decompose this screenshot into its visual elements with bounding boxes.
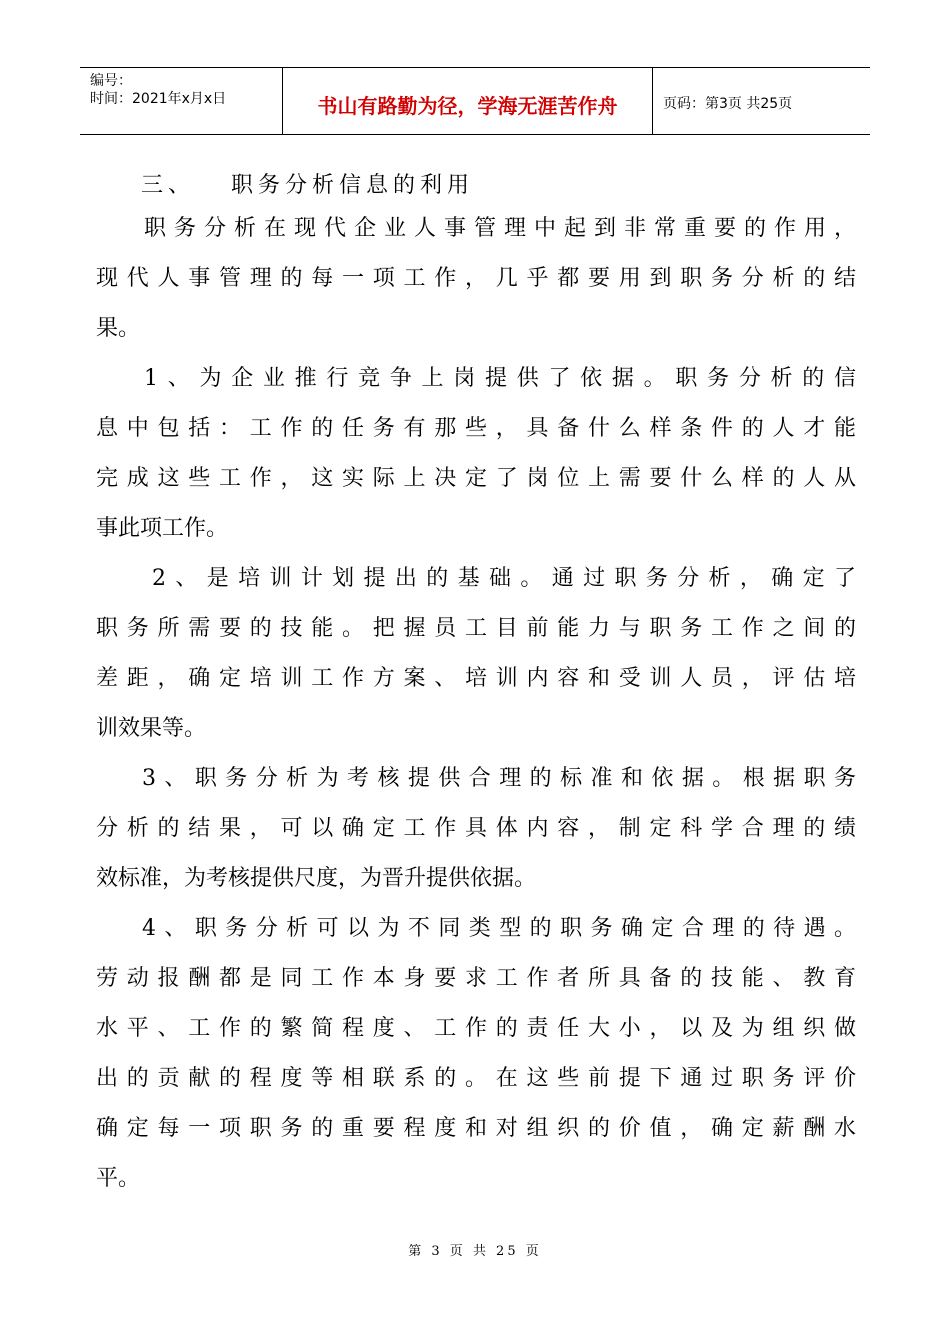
paragraph xyxy=(96,904,856,1204)
header-meta xyxy=(80,68,283,134)
paragraph-list xyxy=(96,204,856,1204)
page-footer: 第 3 页 共 25 页 xyxy=(408,1244,542,1259)
paragraph-line: 3、职务分析为考核提供合理的标准和依据。根据职务 xyxy=(142,766,856,791)
paragraph-line: 效标准，为考核提供尺度，为晋升提供依据。 xyxy=(96,866,537,891)
page-header-table xyxy=(80,67,870,135)
paragraph-line: 息中包括：工作的任务有那些，具备什么样条件的人才能 xyxy=(96,416,856,441)
paragraph-line: 差距，确定培训工作方案、培训内容和受训人员，评估培 xyxy=(96,666,856,691)
document-time-label: 时间：2021年x月x日 xyxy=(90,91,227,107)
paragraph-line: 现代人事管理的每一项工作，几乎都要用到职务分析的结 xyxy=(96,266,856,291)
paragraph-line: 平。 xyxy=(96,1166,141,1191)
section-title: 职务分析信息的利用 xyxy=(231,173,475,198)
header-page-info: 页码：第3页 共25页 xyxy=(663,96,793,112)
paragraph-line: 4、职务分析可以为不同类型的职务确定合理的待遇。 xyxy=(142,916,856,941)
paragraph-line: 2、是培训计划提出的基础。通过职务分析，确定了 xyxy=(152,566,856,591)
document-body xyxy=(96,168,856,1204)
paragraph-line: 训效果等。 xyxy=(96,716,207,741)
paragraph-line: 果。 xyxy=(96,316,141,341)
document-number-label: 编号： xyxy=(90,73,132,89)
paragraph xyxy=(96,354,856,554)
paragraph-line: 劳动报酬都是同工作本身要求工作者所具备的技能、教育 xyxy=(96,966,856,991)
paragraph xyxy=(96,754,856,904)
paragraph-line: 职务分析在现代企业人事管理中起到非常重要的作用， xyxy=(144,216,856,241)
section-heading xyxy=(96,168,856,204)
paragraph-line: 确定每一项职务的重要程度和对组织的价值，确定薪酬水 xyxy=(96,1116,856,1141)
paragraph-line: 完成这些工作，这实际上决定了岗位上需要什么样的人从 xyxy=(96,466,856,491)
paragraph xyxy=(96,204,856,354)
paragraph-line: 出的贡献的程度等相联系的。在这些前提下通过职务评价 xyxy=(96,1066,856,1091)
paragraph-line: 事此项工作。 xyxy=(96,516,229,541)
paragraph-line: 分析的结果，可以确定工作具体内容，制定科学合理的绩 xyxy=(96,816,856,841)
header-motto: 书山有路勤为径，学海无涯苦作舟 xyxy=(283,68,653,134)
paragraph xyxy=(96,554,856,754)
paragraph-line: 水平、工作的繁简程度、工作的责任大小，以及为组织做 xyxy=(96,1016,856,1041)
paragraph-line: 职务所需要的技能。把握员工目前能力与职务工作之间的 xyxy=(96,616,856,641)
section-number: 三、 xyxy=(141,173,196,198)
paragraph-line: 1、为企业推行竞争上岗提供了依据。职务分析的信 xyxy=(144,366,856,391)
